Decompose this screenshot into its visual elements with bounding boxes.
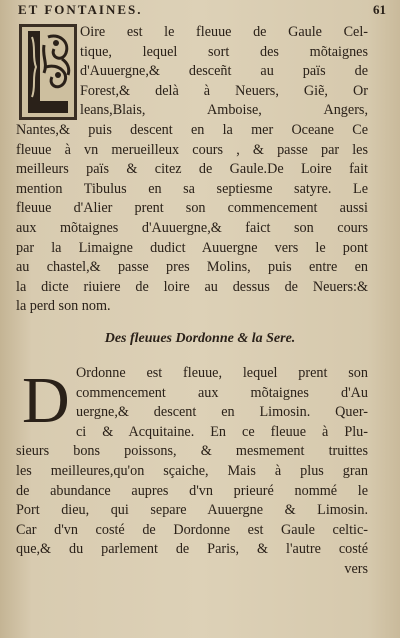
text-line: meilleurs païs & citez de Gaule.De Loire fait <box>16 161 368 178</box>
text-line: Car d'vn costé de Dordonne est Gaule celtic- <box>16 521 368 538</box>
text-line: d'Auuergne,& desceñt au païs de <box>80 63 368 80</box>
paragraph-dordonne <box>16 364 368 580</box>
text-line: fleuue d'Alier prent son commencement aussi <box>16 200 368 217</box>
paragraph-loire <box>16 23 368 317</box>
text-line: par la Limaigne dudict Auuergne vers le pont <box>16 239 368 256</box>
text-line: Forest,& delà à Neuers, Giẽ, Or <box>80 82 368 99</box>
text-line: sieurs bons poissons, & mesmement truittes <box>16 443 368 460</box>
text-line: Port dieu, qui separe Auuergne & Limosin. <box>16 502 368 519</box>
text-line: aux mõtaignes d'Auuergne,& faict son cours <box>16 219 368 236</box>
page-number: 61 <box>373 2 386 17</box>
text-line: au chastel,& passe pres Molins, puis entre en <box>16 259 368 276</box>
text-line: ci & Acquitaine. En ce fleuue à Plu- <box>76 423 368 440</box>
text-line: Ordonne est fleuue, lequel prent son <box>76 365 368 381</box>
text-line: de abundance aupres d'vn prieuré nommé le <box>16 482 368 499</box>
text-line: la perd son nom. <box>16 298 111 315</box>
text-line: mention Tibulus en sa septiesme satyre. Le <box>16 180 368 197</box>
text-line: la dicte riuiere de loire au dessus de Neuers:& <box>16 278 368 295</box>
text-line: fleuue à vn merueilleux cours , & passe par les <box>16 141 368 158</box>
text-line: les meilleures,qu'on sçaiche, Mais à plus gran <box>16 462 368 479</box>
text-line: que,& du parlement de Paris, & l'autre costé <box>16 541 368 558</box>
running-head <box>14 2 386 20</box>
text-line: Nantes,& puis descent en la mer Oceane Ce <box>16 121 368 138</box>
text-line: uergne,& descent en Limosin. Quer- <box>76 404 368 421</box>
initial-letter-D: D <box>22 364 70 437</box>
catchword: vers <box>344 560 368 577</box>
text-line: commencement aux mõtaignes d'Au <box>76 384 368 401</box>
running-head-title: ET FONTAINES. <box>18 2 143 17</box>
section-heading: Des fleuues Dordonne & la Sere. <box>104 331 296 346</box>
text-line: Oire est le fleuue de Gaule Cel- <box>80 24 368 40</box>
text-line: tique, lequel sort des mõtaignes <box>80 43 368 60</box>
text-line: leans,Blais, Amboise, Angers, <box>80 102 368 119</box>
